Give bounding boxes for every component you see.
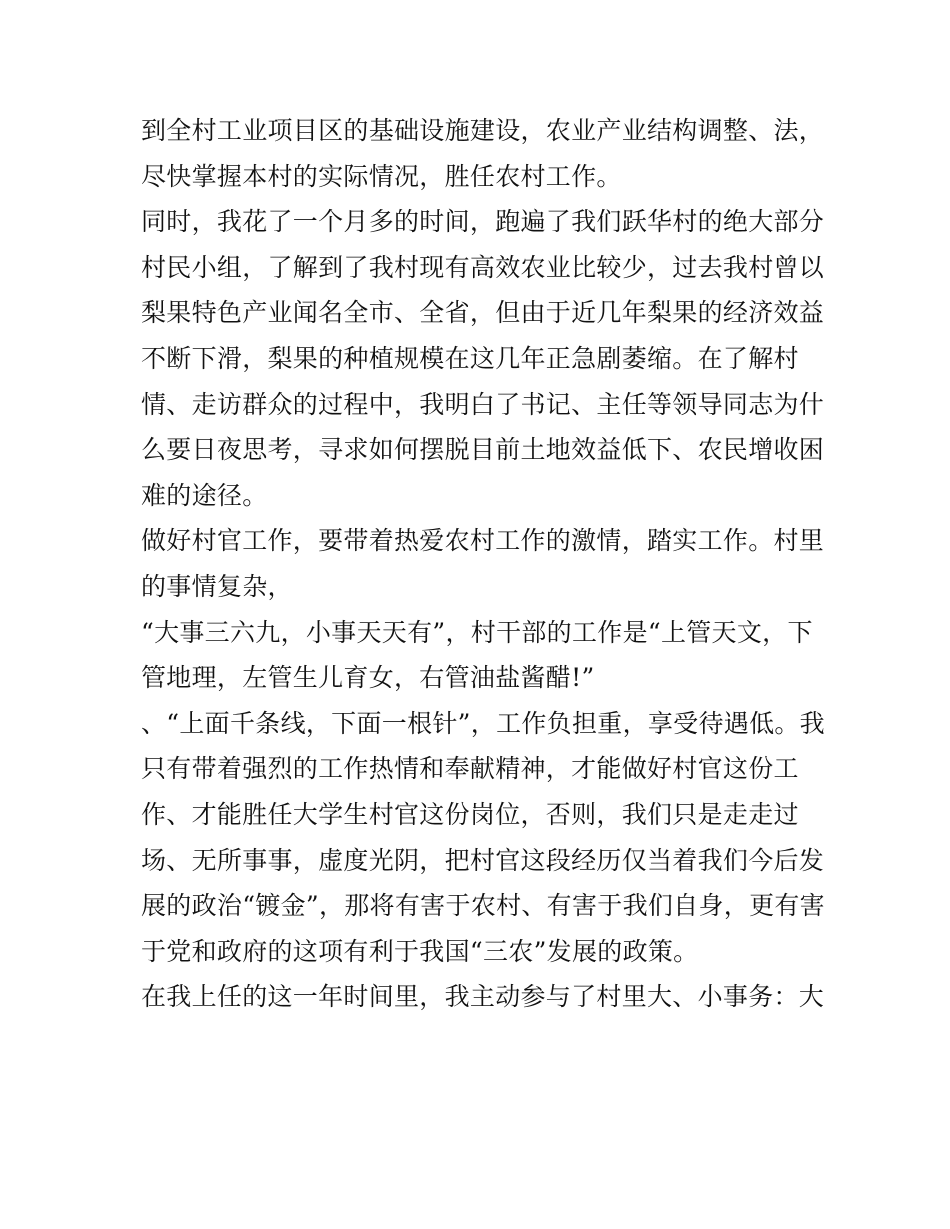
text-line: “大事三六九，小事天天有”，村干部的工作是“上管天文，下 xyxy=(141,617,813,647)
text-line: 到全村工业项目区的基础设施建设，农业产业结构调整、法， xyxy=(141,116,825,145)
text-line: 尽快掌握本村的实际情况，胜任农村工作。 xyxy=(141,161,622,191)
text-line: 做好村官工作，要带着热爱农村工作的激情，踏实工作。村里 xyxy=(141,526,825,556)
text-line: 于党和政府的这项有利于我国“三农”发展的政策。 xyxy=(141,936,699,966)
text-line: 只有带着强烈的工作热情和奉献精神，才能做好村官这份工 xyxy=(141,754,799,784)
text-line: 梨果特色产业闻名全市、全省，但由于近几年梨果的经济效益 xyxy=(141,298,825,328)
text-line: 展的政治“镀金”，那将有害于农村、有害于我们自身，更有害 xyxy=(141,891,825,921)
document-body xyxy=(141,108,825,1020)
text-line: 管地理，左管生儿育女，右管油盐酱醋!” xyxy=(141,663,595,693)
text-line: 的事情复杂， xyxy=(141,571,293,601)
text-line: 在我上任的这一年时间里，我主动参与了村里大、小事务：大 xyxy=(141,982,825,1012)
text-line: 难的途径。 xyxy=(141,480,268,510)
text-line: 么要日夜思考，寻求如何摆脱目前土地效益低下、农民增收困 xyxy=(141,435,825,465)
text-line: 不断下滑，梨果的种植规模在这几年正急剧萎缩。在了解村 xyxy=(141,343,799,373)
text-line: 同时，我花了一个月多的时间，跑遍了我们跃华村的绝大部分 xyxy=(141,207,825,237)
text-line: 情、走访群众的过程中，我明白了书记、主任等领导同志为什 xyxy=(141,389,825,419)
text-line: 场、无所事事，虚度光阴，把村官这段经历仅当着我们今后发 xyxy=(141,845,825,875)
text-line: 村民小组，了解到了我村现有高效农业比较少，过去我村曾以 xyxy=(141,252,825,282)
text-line: 、“上面千条线，下面一根针”，工作负担重，享受待遇低。我 xyxy=(141,708,825,738)
text-line: 作、才能胜任大学生村官这份岗位，否则，我们只是走走过 xyxy=(141,799,799,829)
